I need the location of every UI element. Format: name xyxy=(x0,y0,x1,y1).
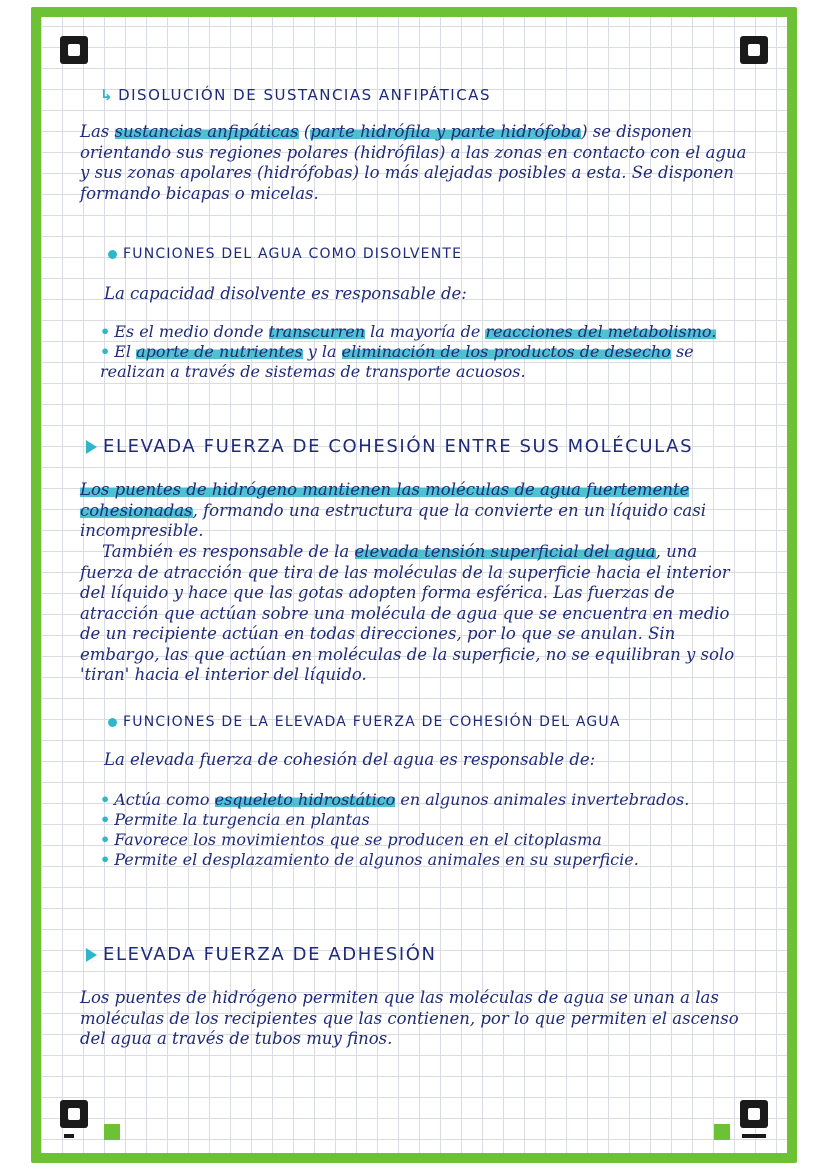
paragraph-cohesion-1: Los puentes de hidrógeno mantienen las moléculas de agua fuertemente cohesionadas, formando una estructura que la convierte en un líquido casi incompresible. xyxy=(80,480,706,540)
list-item: • Actúa como esqueleto hidrostático en algunos animales invertebrados. xyxy=(100,790,690,809)
intro-disolvente: La capacidad disolvente es responsable de: xyxy=(104,284,467,303)
corner-dash-right xyxy=(742,1134,766,1138)
green-square-left xyxy=(104,1124,120,1140)
corner-mark-top-right xyxy=(740,36,768,64)
corner-mark-bottom-right xyxy=(740,1100,768,1128)
bullet-dot-icon xyxy=(108,250,117,259)
corner-dash-left xyxy=(64,1134,74,1138)
arrow-icon: ↳ xyxy=(100,86,115,104)
section-title-adhesion: ELEVADA FUERZA DE ADHESIÓN xyxy=(86,944,437,965)
intro-cohesion: La elevada fuerza de cohesión del agua es responsable de: xyxy=(104,750,596,769)
subtitle-funciones-disolvente: FUNCIONES DEL AGUA COMO DISOLVENTE xyxy=(108,246,462,262)
bullet-dot-icon xyxy=(108,718,117,727)
list-item: • Es el medio donde transcurren la mayoría de reacciones del metabolismo. xyxy=(100,322,717,341)
corner-mark-bottom-left xyxy=(60,1100,88,1128)
paragraph-cohesion-2: También es responsable de la elevada tensión superficial del agua, una fuerza de atracción que tira de las moléculas de la superficie hacia el interior del líquido y hace que las gotas adopten forma esférica. Las fuerzas de atracción que actúan sobre una molécula de agua que se encuentra en medio de un recipiente actúan en todas direcciones, por lo que se anulan. Sin embargo, las que actúan en moléculas de la superficie, no se equilibran y solo 'tiran' hacia el interior del líquido. xyxy=(80,542,735,684)
paragraph-adhesion: Los puentes de hidrógeno permiten que las moléculas de agua se unan a las moléculas de los recipientes que las contienen, por lo que permiten el ascenso del agua a través de tubos muy finos. xyxy=(80,988,739,1048)
triangle-bullet-icon xyxy=(86,948,97,962)
list-item: • Permite la turgencia en plantas xyxy=(100,810,370,829)
list-item: • El aporte de nutrientes y la eliminación de los productos de desecho se realizan a través de sistemas de transporte acuosos. xyxy=(100,342,694,381)
subtitle-funciones-cohesion: FUNCIONES DE LA ELEVADA FUERZA DE COHESIÓN DEL AGUA xyxy=(108,714,621,730)
list-disolvente xyxy=(100,322,750,382)
section-title-cohesion: ELEVADA FUERZA DE COHESIÓN ENTRE SUS MOLÉCULAS xyxy=(86,436,693,457)
list-item: • Favorece los movimientos que se producen en el citoplasma xyxy=(100,830,602,849)
section-title-disolucion: ↳ DISOLUCIÓN DE SUSTANCIAS ANFIPÁTICAS xyxy=(100,86,491,104)
corner-mark-top-left xyxy=(60,36,88,64)
green-square-right xyxy=(714,1124,730,1140)
list-item: • Permite el desplazamiento de algunos animales en su superficie. xyxy=(100,850,639,869)
paragraph-anfipaticas: Las sustancias anfipáticas (parte hidrófila y parte hidrófoba) se disponen orientando sus regiones polares (hidrófilas) a las zonas en contacto con el agua y sus zonas apolares (hidrófobas) lo más alejadas posibles a esta. Se disponen formando bicapas o micelas. xyxy=(80,122,747,203)
list-cohesion xyxy=(100,790,750,870)
triangle-bullet-icon xyxy=(86,440,97,454)
